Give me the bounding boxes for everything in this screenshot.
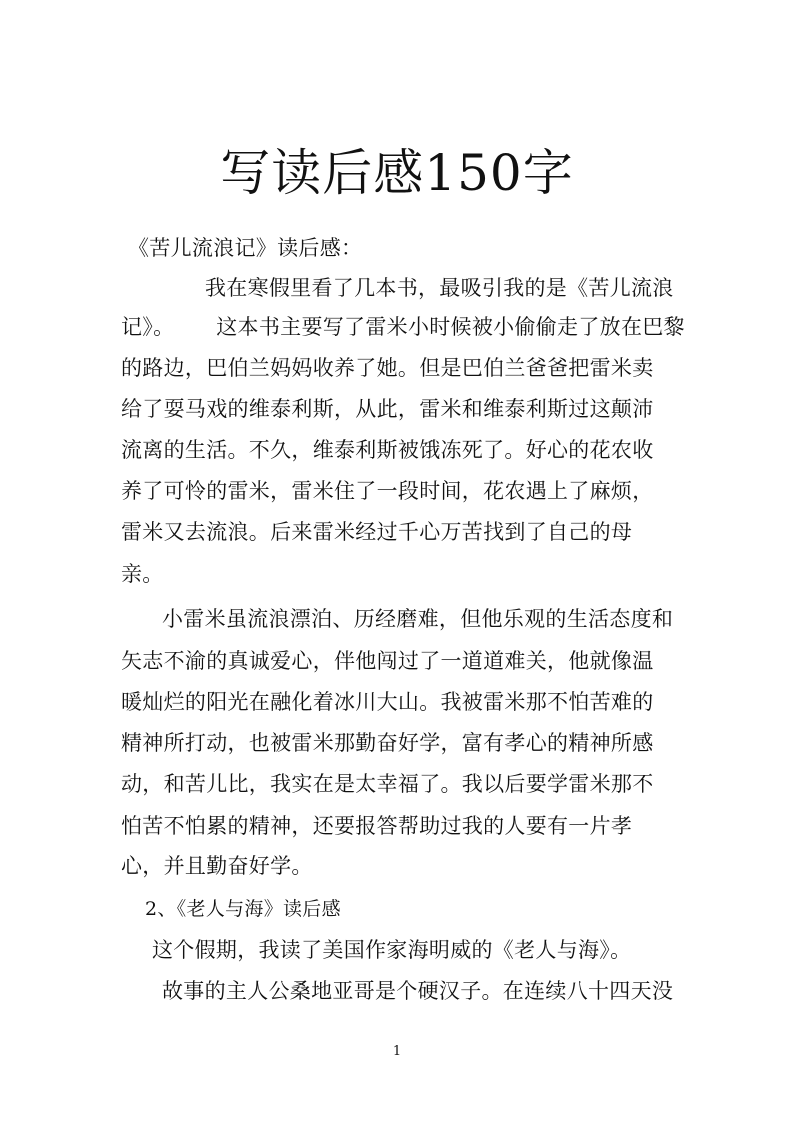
paragraph-line: 养了可怜的雷米，雷米住了一段时间，花农遇上了麻烦， <box>121 479 654 503</box>
paragraph-line: 《苦儿流浪记》读后感： <box>128 236 363 260</box>
paragraph-line: 精神所打动，也被雷米那勤奋好学，富有孝心的精神所感 <box>121 731 654 755</box>
document-title: 写读后感150字 <box>220 144 574 202</box>
paragraph-line: 小雷米虽流浪漂泊、历经磨难，但他乐观的生活态度和 <box>162 607 674 631</box>
paragraph-line: 记》。 这本书主要写了雷米小时候被小偷偷走了放在巴黎 <box>121 315 685 339</box>
paragraph-line: 的路边，巴伯兰妈妈收养了她。但是巴伯兰爸爸把雷米卖 <box>121 356 654 380</box>
page-number: 1 <box>392 1044 402 1059</box>
paragraph-line: 故事的主人公桑地亚哥是个硬汉子。在连续八十四天没 <box>162 979 674 1003</box>
paragraph-line: 我在寒假里看了几本书，最吸引我的是《苦儿流浪 <box>205 276 674 300</box>
paragraph-line: 雷米又去流浪。后来雷米经过千心万苦找到了自己的母 <box>121 520 633 544</box>
paragraph-line: 动，和苦儿比，我实在是太幸福了。我以后要学雷米那不 <box>121 772 654 796</box>
paragraph-line: 给了耍马戏的维泰利斯，从此，雷米和维泰利斯过这颠沛 <box>121 397 654 421</box>
paragraph-line: 矢志不渝的真诚爱心，伴他闯过了一道道难关，他就像温 <box>121 649 654 673</box>
section-heading: 2、《老人与海》读后感 <box>145 898 341 920</box>
paragraph-line: 亲。 <box>121 562 164 586</box>
paragraph-line: 这个假期，我读了美国作家海明威的《老人与海》。 <box>152 938 632 962</box>
paragraph-line: 怕苦不怕累的精神，还要报答帮助过我的人要有一片孝 <box>121 814 633 838</box>
paragraph-line: 心，并且勤奋好学。 <box>121 854 313 878</box>
paragraph-line: 流离的生活。不久，维泰利斯被饿冻死了。好心的花农收 <box>121 438 654 462</box>
paragraph-line: 暖灿烂的阳光在融化着冰川大山。我被雷米那不怕苦难的 <box>121 690 654 714</box>
